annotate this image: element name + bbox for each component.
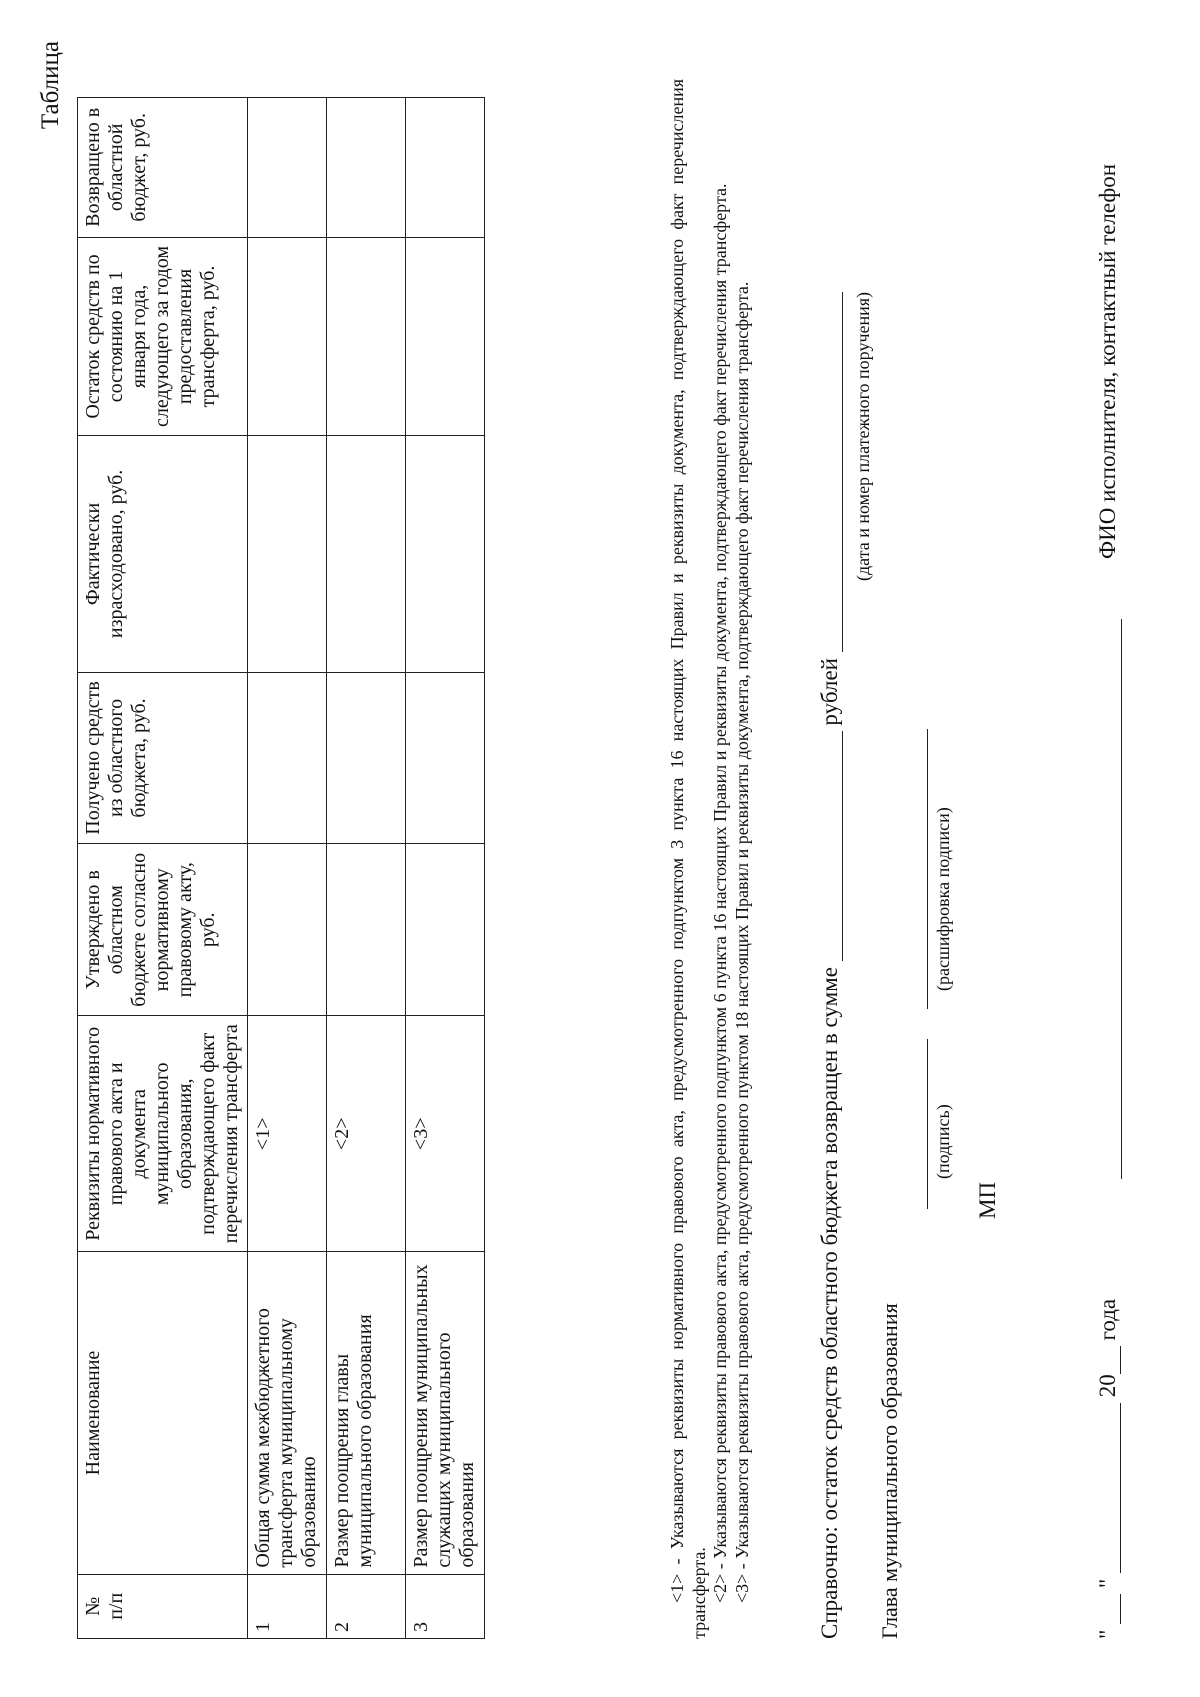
empty-cell xyxy=(248,237,327,436)
date-quote-open: " xyxy=(1095,1629,1120,1639)
column-header-received: Получено средств из областного бюджета, руб. xyxy=(78,672,248,844)
head-label: Глава муниципального образования xyxy=(877,1302,902,1639)
empty-cell xyxy=(406,237,485,436)
footnote-1: <1> - Указываются реквизиты нормативного правового акта, предусмотренного подпунктом 3 пункта 16 настоящих Правил и реквизиты документа, подтверждающего факт перечисления трансферта. xyxy=(667,78,709,1639)
signature-line xyxy=(927,1039,928,1209)
payment-order-caption: (дата и номер платежного поручения) xyxy=(853,291,873,581)
table-caption: Таблица xyxy=(37,40,64,129)
amount-blank xyxy=(842,731,843,961)
stamp-label: МП xyxy=(975,1181,1000,1219)
signature-decoding-caption: (расшифровка подписи) xyxy=(933,806,953,991)
date-line xyxy=(1095,1298,1121,1638)
empty-cell xyxy=(406,843,485,1015)
column-header-number: № п/п xyxy=(78,1574,248,1638)
empty-cell xyxy=(406,672,485,844)
table-row xyxy=(327,97,406,1638)
empty-cell xyxy=(248,843,327,1015)
empty-cell xyxy=(327,435,406,671)
row-footnote-ref: <3> xyxy=(406,1015,485,1251)
row-number: 3 xyxy=(406,1574,485,1638)
empty-cell xyxy=(406,97,485,237)
date-quote-close: " xyxy=(1095,1578,1120,1588)
footnotes xyxy=(667,79,753,1639)
row-name: Размер поощрения главы муниципального образования xyxy=(327,1251,406,1573)
column-header-spent: Фактически израсходовано, руб. xyxy=(78,435,248,671)
rotated-document-page xyxy=(35,39,1165,1659)
payment-order-blank xyxy=(842,292,843,652)
year-blank xyxy=(1120,1346,1121,1374)
table-row xyxy=(406,97,485,1638)
row-footnote-ref: <2> xyxy=(327,1015,406,1251)
row-number: 1 xyxy=(248,1574,327,1638)
column-header-name: Наименование xyxy=(78,1251,248,1573)
column-header-returned: Возвращено в областной бюджет, руб. xyxy=(78,97,248,237)
row-number: 2 xyxy=(327,1574,406,1638)
executor-line xyxy=(1121,619,1122,1179)
empty-cell xyxy=(248,97,327,237)
table-header-row xyxy=(78,97,248,1638)
empty-cell xyxy=(327,237,406,436)
footnote-3: <3> - Указываются реквизиты правового акта, предусмотренного пунктом 18 настоящих Правил и реквизиты документа, подтверждающего факт перечисления трансферта. xyxy=(731,281,752,1603)
table-row xyxy=(248,97,327,1638)
signature-decoding-line xyxy=(927,729,928,1009)
column-header-requisites: Реквизиты нормативного правового акта и документа муниципального образования, подтверждающего факт перечисления трансферта xyxy=(78,1015,248,1251)
column-header-remainder: Остаток средств по состоянию на 1 января года, следующего за годом предоставления трансферта, руб. xyxy=(78,237,248,436)
year-prefix: 20 xyxy=(1095,1373,1120,1397)
signature-caption: (подпись) xyxy=(933,1103,953,1179)
row-name: Общая сумма межбюджетного трансферта муниципальному образованию xyxy=(248,1251,327,1573)
empty-cell xyxy=(327,97,406,237)
footnote-2: <2> - Указываются реквизиты правового акта, предусмотренного подпунктом 6 пункта 16 настоящих Правил и реквизиты документа, подтверждающего факт перечисления трансферта. xyxy=(710,182,731,1603)
year-suffix: года xyxy=(1095,1298,1120,1340)
reference-line xyxy=(817,292,843,1639)
rubles-label: рублей xyxy=(817,657,842,726)
row-name: Размер поощрения муниципальных служащих муниципального образования xyxy=(406,1251,485,1573)
month-blank xyxy=(1120,1402,1121,1572)
column-header-approved: Утверждено в областном бюджете согласно нормативному правовому акту, руб. xyxy=(78,843,248,1015)
executor-label: ФИО исполнителя, контактный телефон xyxy=(1095,163,1120,559)
empty-cell xyxy=(327,672,406,844)
row-footnote-ref: <1> xyxy=(248,1015,327,1251)
empty-cell xyxy=(248,435,327,671)
empty-cell xyxy=(406,435,485,671)
empty-cell xyxy=(248,672,327,844)
empty-cell xyxy=(327,843,406,1015)
report-table xyxy=(77,97,485,1639)
day-blank xyxy=(1120,1593,1121,1623)
reference-text: Справочно: остаток средств областного бюджета возвращен в сумме xyxy=(817,966,842,1639)
